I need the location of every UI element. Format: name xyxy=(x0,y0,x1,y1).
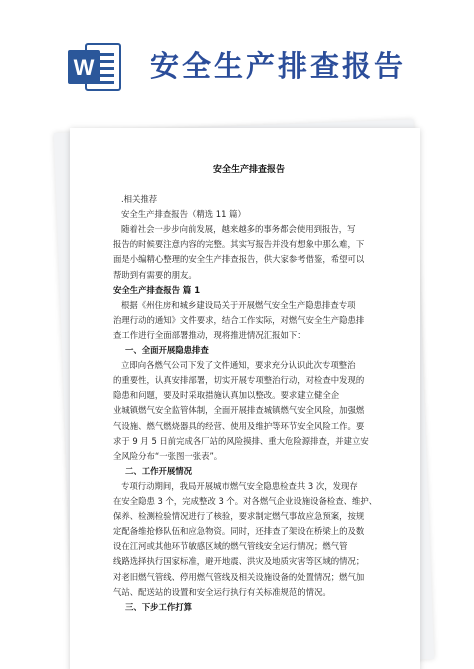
paragraph-line: 专项行动期间，我局开展城市燃气安全隐患检查共 3 次，发现存 xyxy=(121,480,358,491)
paragraph-line: 的重要性，认真安排部署，切实开展专项整治行动，对检查中发现的 xyxy=(113,375,365,386)
paragraph-line: 气设施、燃气燃烧器具的经营、使用及维护等环节安全风险工作。要 xyxy=(113,420,365,431)
section-heading: 一、全面开展隐患排查 xyxy=(125,345,209,355)
paragraph-line: 对老旧燃气管线、停用燃气管线及相关设施设备的处置情况；燃气加 xyxy=(113,571,365,582)
paragraph-line: 查工作进行全面部署推动，现将推进情况汇报如下： xyxy=(113,329,306,340)
paragraph-line: 业城镇燃气安全监管体制，全面开展排查城镇燃气安全风险，加强燃 xyxy=(113,405,365,416)
paragraph-line: 立即向各燃气公司下发了文件通知，要求充分认识此次专项整治 xyxy=(121,360,356,371)
header-banner xyxy=(0,0,474,118)
paragraph-line: 设在江河或其他环节敏感区域的燃气管线安全运行情况；燃气管 xyxy=(113,541,348,552)
header-title: 安全生产排查报告 xyxy=(150,49,407,83)
paragraph-line: 治理行动的通知》文件要求，结合工作实际，对燃气安全生产隐患排 xyxy=(113,314,365,325)
paragraph-line: 安全生产排查报告（精选 11 篇） xyxy=(121,209,246,220)
paragraph-line: 全风险分布“一张图一张表”。 xyxy=(113,450,223,461)
paragraph-line: 报告的时候要注意内容的完整。其实写报告并没有想象中那么难，下 xyxy=(113,239,365,250)
paragraph-line: 隐患和问题，要及时采取措施认真加以整改。要求建立健全企 xyxy=(113,390,340,401)
paragraph-line: 随着社会一步步向前发展，越来越多的事务都会使用到报告，写 xyxy=(121,224,356,235)
section-heading: 安全生产排查报告 篇 1 xyxy=(113,284,201,295)
paragraph-line: 面是小编精心整理的安全生产排查报告，供大家参考借鉴，希望可以 xyxy=(113,254,365,265)
section-heading: 二、工作开展情况 xyxy=(125,465,192,476)
paragraph-line: 求于 9 月 5 日前完成各厂站的风险摸排、重大危险源排查，并建立安 xyxy=(113,435,369,446)
paragraph-line: 气站、配送站的设置和安全运行执行有关标准规范的情况。 xyxy=(113,586,331,597)
paragraph-line: .相关推荐 xyxy=(121,194,158,204)
word-document-icon xyxy=(64,36,126,98)
paragraph-line: 线路选择执行国家标准，避开地震、洪灾及地质灾害等区域的情况； xyxy=(113,556,365,567)
paragraph-line: 帮助到有需要的朋友。 xyxy=(113,269,197,280)
document-title: 安全生产排查报告 xyxy=(212,165,285,175)
paragraph-line: 保养、检测检验情况进行了核验，要求制定燃气事故应急预案，按规 xyxy=(113,511,365,522)
word-icon-letter: W xyxy=(73,55,95,80)
paragraph-line: 根据《州住房和城乡建设局关于开展燃气安全生产隐患排查专项 xyxy=(121,299,356,310)
document-page xyxy=(70,128,420,669)
section-heading: 三、下步工作打算 xyxy=(125,601,192,612)
paragraph-line: 定配备维抢修队伍和应急物资。同时，还排查了架设在桥梁上的及数 xyxy=(113,526,365,537)
paragraph-line: 在安全隐患 3 个，完成整改 3 个。对各燃气企业设施设备检查、维护、 xyxy=(113,496,378,506)
